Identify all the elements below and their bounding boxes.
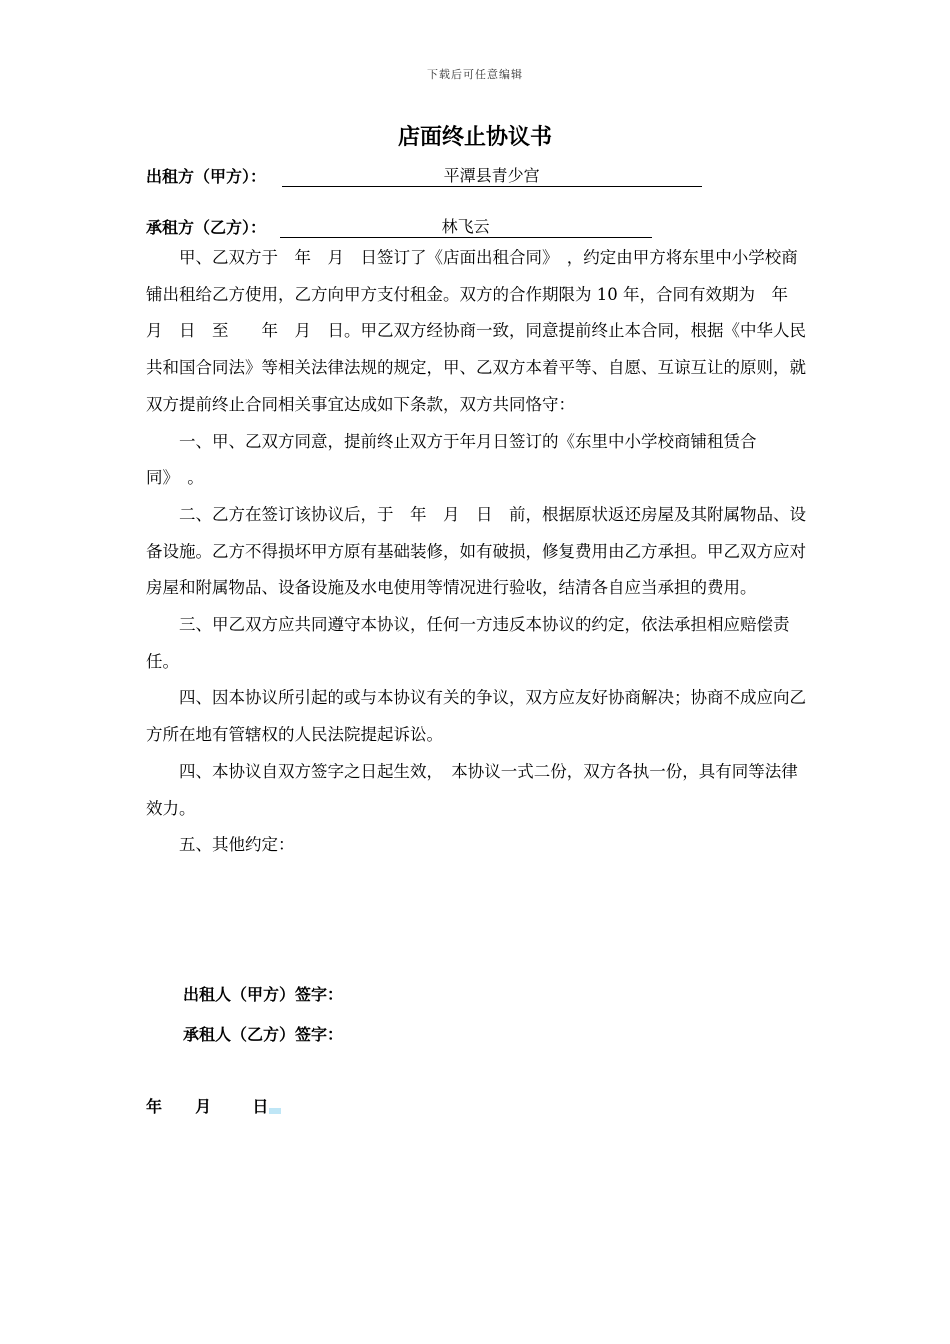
document-title: 店面终止协议书 bbox=[397, 124, 552, 150]
paragraph-clause-3: 三、甲乙双方应共同遵守本协议，任何一方违反本协议的约定，依法承担相应赔偿责任。 bbox=[146, 615, 790, 671]
paragraph-clause-4: 四、因本协议所引起的或与本协议有关的争议，双方应友好协商解决；协商不成应向乙方所在地有管辖权的人民法院提起诉讼。 bbox=[146, 688, 806, 745]
paragraph-intro: 甲、乙双方于 年 月 日签订了《店面出租合同》 ，约定由甲方将东里中小学校商铺出租给乙方使用，乙方向甲方支付租金。双方的合作期限为 10 年，合同有效期为 年 月 日 至 年 月 日。甲乙双方经协商一致，同意提前终止本合同，根据《中华人民共和国合同法》等相关法律法规的规定，甲、乙双方本着平等、自愿、互谅互让的原则，就双方提前终止合同相关事宜达成如下条款，双方共同恪守： bbox=[146, 248, 806, 414]
date-month: 月 bbox=[195, 1097, 212, 1116]
paragraph-clause-5: 五、其他约定： bbox=[179, 835, 295, 855]
paragraph-clause-4b: 四、本协议自双方签字之日起生效， 本协议一式二份，双方各执一份，具有同等法律效力。 bbox=[146, 761, 798, 818]
lessor-name-field: 平潭县青少宫 bbox=[282, 166, 702, 187]
date-line bbox=[146, 1094, 281, 1117]
lessor-label: 出租方（甲方）： bbox=[146, 167, 267, 186]
agreement-body bbox=[146, 240, 814, 864]
paragraph-clause-2: 二、乙方在签订该协议后，于 年 月 日 前，根据原状返还房屋及其附属物品、设备设施。乙方不得损坏甲方原有基础装修，如有破损，修复费用由乙方承担。甲乙双方应对房屋和附属物品、设备设施及水电使用等情况进行验收，结清各自应当承担的费用。 bbox=[146, 504, 806, 598]
date-year: 年 bbox=[146, 1097, 163, 1116]
date-day: 日 bbox=[252, 1097, 269, 1116]
lessee-line bbox=[146, 215, 652, 238]
lessee-signature-label: 承租人（乙方）签字： bbox=[183, 1025, 344, 1044]
lessee-name-field: 林飞云 bbox=[280, 217, 652, 238]
paragraph-clause-1: 一、甲、乙双方同意，提前终止双方于年月日签订的《东里中小学校商铺租赁合同》 。 bbox=[146, 431, 757, 488]
lessor-line bbox=[146, 164, 702, 187]
header-note: 下载后可任意编辑 bbox=[427, 68, 523, 81]
lessor-signature-label: 出租人（甲方）签字： bbox=[183, 985, 344, 1004]
text-cursor-highlight bbox=[269, 1108, 281, 1114]
lessee-label: 承租方（乙方）： bbox=[146, 218, 267, 237]
